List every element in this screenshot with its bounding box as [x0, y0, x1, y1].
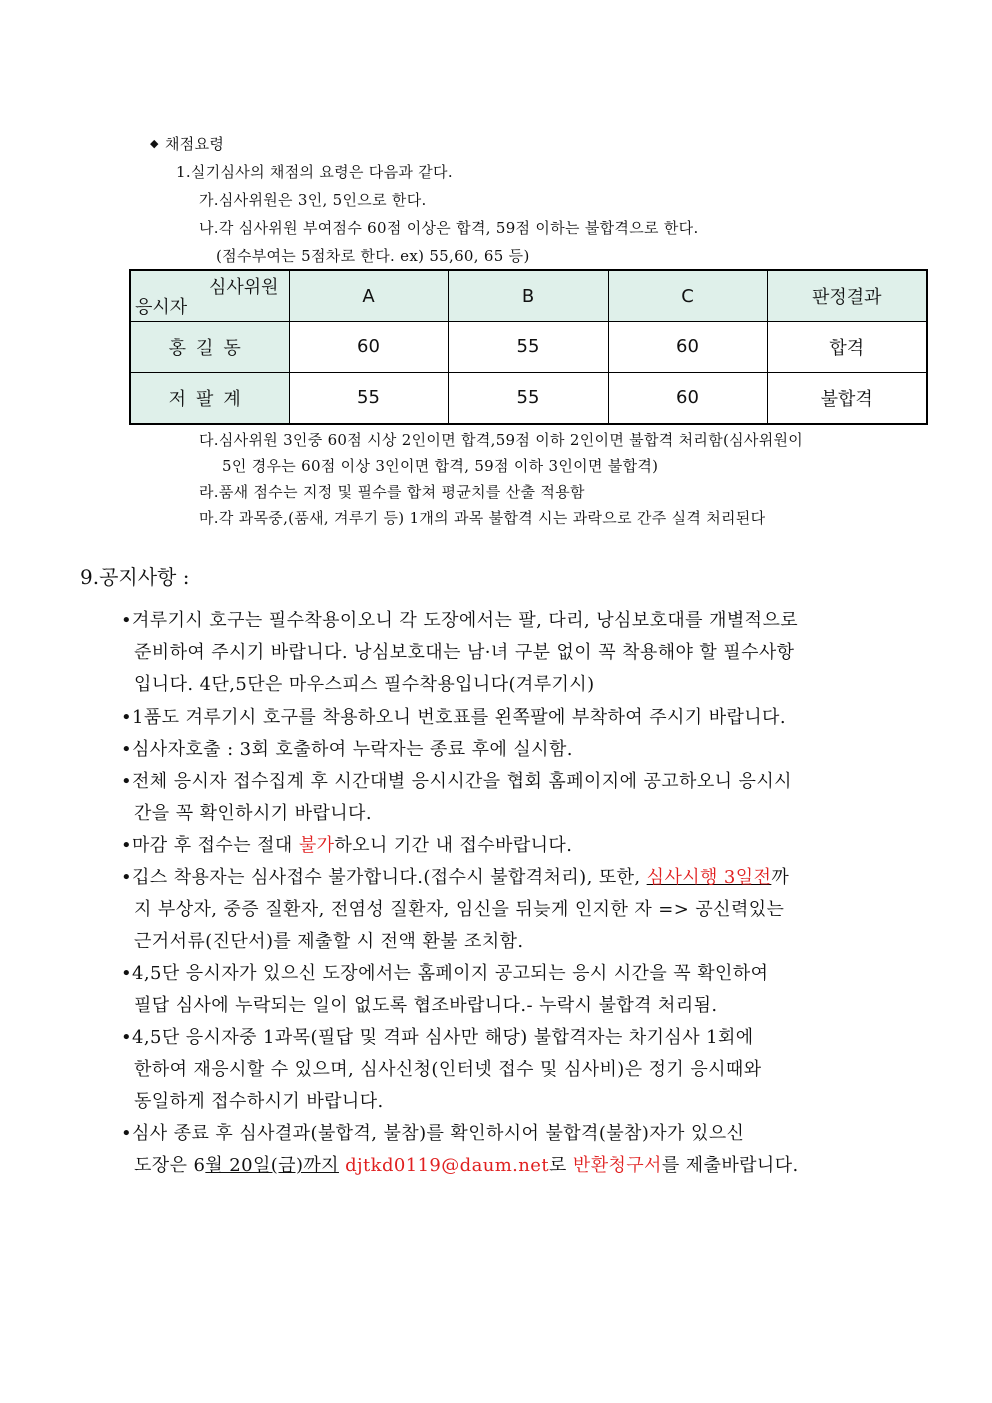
- refund-form-label: 반환청구서: [572, 1155, 662, 1176]
- notice-line: •심사 종료 후 심사결과(불합격, 불참)를 확인하시어 불합격(불참)자가 있으신: [121, 1123, 745, 1144]
- notice-line: 지 부상자, 중증 질환자, 전염성 질환자, 임신을 뒤늦게 인지한 자 => 공신력있는: [134, 899, 785, 920]
- grading-item-ma: 마.각 과목중,(품새, 겨루기 등) 1개의 과목 불합격 시는 과락으로 간주 실격 처리된다: [199, 509, 766, 527]
- score-b: 55: [448, 372, 608, 424]
- notice-text: •깁스 착용자는 심사접수 불가합니다.(접수시 불합격처리), 또한,: [121, 867, 647, 888]
- notice-line: 준비하여 주시기 바랍니다. 낭심보호대는 남·녀 구분 없이 꼭 착용해야 할 필수사항: [134, 642, 795, 663]
- grading-heading: 채점요령: [165, 135, 225, 153]
- notice-line: [121, 863, 789, 889]
- column-header-c: C: [608, 270, 767, 322]
- result: 합격: [767, 322, 927, 373]
- notice-line: •4,5단 응시자중 1과목(필답 및 격파 심사만 해당) 불합격자는 차기심사 1회에: [121, 1027, 754, 1048]
- column-header-result: 판정결과: [767, 270, 927, 322]
- notice-line: 근거서류(진단서)를 제출할 시 전액 환불 조치함.: [134, 931, 524, 952]
- notice-highlight: 심사시행 3일전: [646, 867, 772, 888]
- notice-text: •마감 후 접수는 절대: [121, 835, 299, 856]
- notice-line: [134, 1151, 799, 1177]
- notice-line: 동일하게 접수하시기 바랍니다.: [134, 1091, 384, 1112]
- grading-item-na-note: (점수부여는 5점차로 한다. ex) 55,60, 65 등): [216, 247, 530, 265]
- notice-line: •전체 응시자 접수집계 후 시간대별 응시시간을 협회 홈페이지에 공고하오니 응시시: [121, 771, 792, 792]
- notice-line: •심사자호출 : 3회 호출하여 누락자는 종료 후에 실시함.: [121, 739, 573, 760]
- grading-item-1: 1.실기심사의 채점의 요령은 다음과 같다.: [176, 163, 453, 181]
- corner-label-judges: 심사위원: [208, 277, 279, 298]
- examinee-name: 홍길동: [130, 322, 289, 373]
- diamond-bullet-icon: ◆: [150, 137, 159, 150]
- notice-line: •4,5단 응시자가 있으신 도장에서는 홈페이지 공고되는 응시 시간을 꼭 확인하여: [121, 963, 769, 984]
- grading-table: [129, 269, 928, 425]
- score-b: 55: [448, 322, 608, 373]
- notice-line: 한하여 재응시할 수 있으며, 심사신청(인터넷 접수 및 심사비)은 정기 응시때와: [134, 1059, 762, 1080]
- grading-item-da-1: 다.심사위원 3인중 60점 시상 2인이면 합격,59점 이하 2인이면 불합격 처리함(심사위원이: [199, 431, 804, 449]
- table-row: [130, 322, 927, 373]
- notice-line: •1품도 겨루기시 호구를 착용하오니 번호표를 왼쪽팔에 부착하여 주시기 바랍니다.: [121, 707, 786, 728]
- notice-text: 를 제출바랍니다.: [661, 1155, 799, 1176]
- score-c: 60: [608, 322, 767, 373]
- table-corner-cell: [130, 270, 289, 322]
- table-header-row: [130, 270, 927, 322]
- notice-text: 로: [548, 1155, 573, 1176]
- corner-label-examinees: 응시자: [135, 297, 188, 318]
- notice-text: 하오니 기간 내 접수바랍니다.: [334, 835, 573, 856]
- notice-highlight: 불가: [298, 835, 335, 856]
- notice-line: •겨루기시 호구는 필수착용이오니 각 도장에서는 팔, 다리, 낭심보호대를 개별적으로: [121, 610, 799, 631]
- notice-line: [121, 831, 572, 857]
- grading-item-ga: 가.심사위원은 3인, 5인으로 한다.: [199, 191, 427, 209]
- notice-title: 9.공지사항 :: [80, 565, 190, 589]
- notice-line: 간을 꼭 확인하시기 바랍니다.: [134, 803, 372, 824]
- notice-text: 까: [771, 867, 790, 888]
- grading-item-ra: 라.품새 점수는 지정 및 필수를 합쳐 평균치를 산출 적용함: [199, 483, 585, 501]
- notice-line: 입니다. 4단,5단은 마우스피스 필수착용입니다(겨루기시): [134, 674, 595, 695]
- email-address: djtkd0119@daum.net: [345, 1155, 549, 1176]
- result: 불합격: [767, 372, 927, 424]
- score-c: 60: [608, 372, 767, 424]
- table-row: [130, 372, 927, 424]
- score-a: 55: [289, 372, 448, 424]
- deadline-date: 월 20일(금)까지: [205, 1155, 339, 1176]
- column-header-b: B: [448, 270, 608, 322]
- grading-item-na: 나.각 심사위원 부여점수 60점 이상은 합격, 59점 이하는 불합격으로 한다.: [199, 219, 699, 237]
- notice-text: 도장은 6: [134, 1155, 206, 1176]
- column-header-a: A: [289, 270, 448, 322]
- grading-item-da-2: 5인 경우는 60점 이상 3인이면 합격, 59점 이하 3인이면 불합격): [222, 457, 659, 475]
- score-a: 60: [289, 322, 448, 373]
- notice-line: 필답 심사에 누락되는 일이 없도록 협조바랍니다.- 누락시 불합격 처리됨.: [134, 995, 718, 1016]
- examinee-name: 저팔계: [130, 372, 289, 424]
